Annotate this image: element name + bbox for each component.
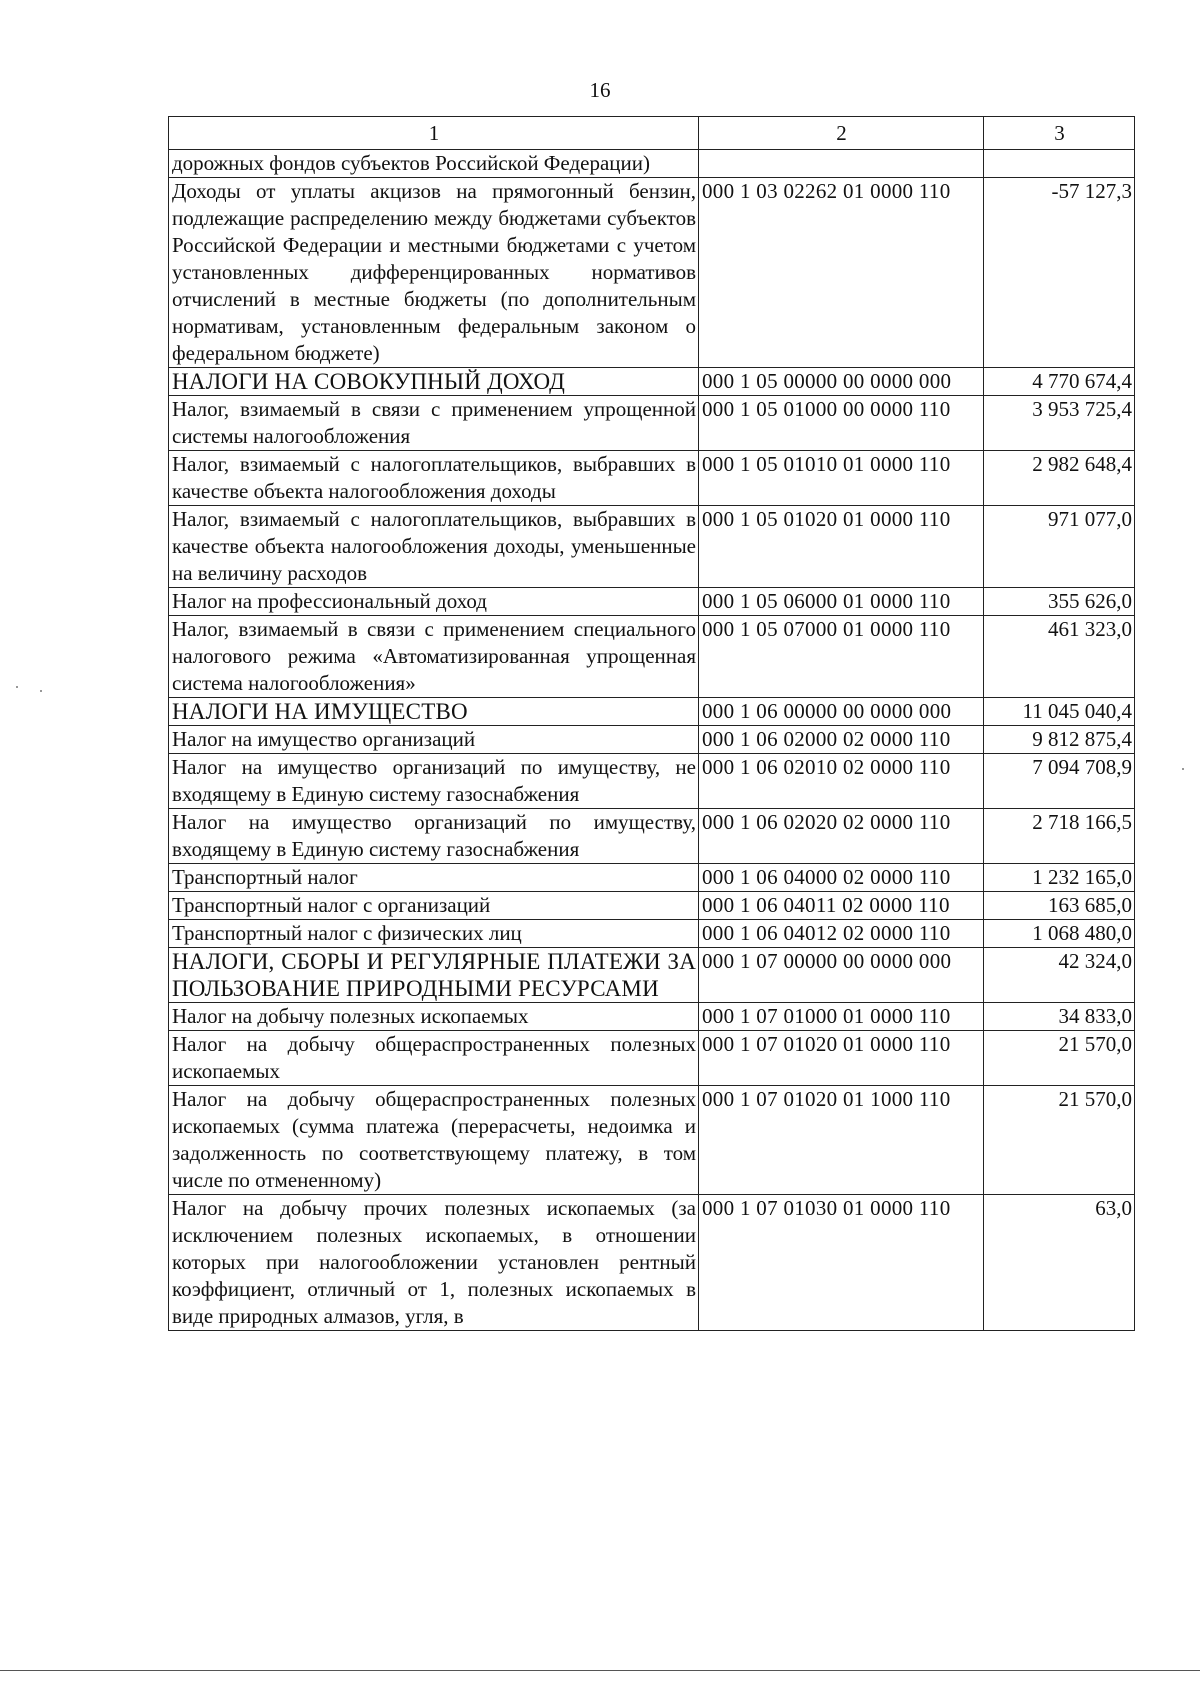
cell-description: Налог на добычу общераспространенных полезных ископаемых (сумма платежа (перерасчеты, недоимка и задолженность по соответствующему платежу, в том числе по отмененному): [169, 1086, 699, 1195]
cell-description: Налог на имущество организаций по имуществу, входящему в Единую систему газоснабжения: [169, 809, 699, 864]
cell-budget-code: 000 1 05 06000 01 0000 110: [699, 588, 984, 616]
table-row: [169, 1031, 1135, 1086]
cell-budget-code: 000 1 06 04000 02 0000 110: [699, 864, 984, 892]
cell-description: Налог, взимаемый с налогоплательщиков, выбравших в качестве объекта налогообложения доходы: [169, 451, 699, 506]
table-row: [169, 1003, 1135, 1031]
cell-description: Налог на добычу общераспространенных полезных ископаемых: [169, 1031, 699, 1086]
cell-amount: 163 685,0: [984, 892, 1135, 920]
cell-amount: 1 232 165,0: [984, 864, 1135, 892]
cell-budget-code: 000 1 05 01020 01 0000 110: [699, 506, 984, 588]
cell-description: Налог на добычу полезных ископаемых: [169, 1003, 699, 1031]
cell-amount: -57 127,3: [984, 178, 1135, 368]
cell-budget-code: 000 1 05 01010 01 0000 110: [699, 451, 984, 506]
cell-description: Налог на профессиональный доход: [169, 588, 699, 616]
table-row: [169, 396, 1135, 451]
cell-budget-code: 000 1 07 00000 00 0000 000: [699, 948, 984, 1003]
column-header-2: 2: [699, 117, 984, 150]
table-row: [169, 726, 1135, 754]
cell-description: Транспортный налог с физических лиц: [169, 920, 699, 948]
cell-amount: 63,0: [984, 1195, 1135, 1331]
cell-description: Налог, взимаемый с налогоплательщиков, выбравших в качестве объекта налогообложения доходы, уменьшенные на величину расходов: [169, 506, 699, 588]
header-row: [169, 117, 1135, 150]
cell-budget-code: 000 1 05 07000 01 0000 110: [699, 616, 984, 698]
cell-budget-code: 000 1 06 04012 02 0000 110: [699, 920, 984, 948]
column-header-1: 1: [169, 117, 699, 150]
cell-budget-code: 000 1 07 01030 01 0000 110: [699, 1195, 984, 1331]
cell-amount: 1 068 480,0: [984, 920, 1135, 948]
table-row: [169, 588, 1135, 616]
cell-amount: 4 770 674,4: [984, 368, 1135, 396]
scan-speck: [1182, 768, 1184, 770]
page-bottom-rule: [0, 1670, 1200, 1671]
cell-amount: 21 570,0: [984, 1031, 1135, 1086]
table-row: [169, 506, 1135, 588]
table-row: [169, 1195, 1135, 1331]
table-row: [169, 1086, 1135, 1195]
table-row: [169, 948, 1135, 1003]
scan-speck: [16, 686, 18, 688]
table-row: [169, 698, 1135, 726]
cell-amount: 9 812 875,4: [984, 726, 1135, 754]
column-header-3: 3: [984, 117, 1135, 150]
cell-description: Налог на добычу прочих полезных ископаемых (за исключением полезных ископаемых, в отношении которых при налогообложении установлен рентный коэффициент, отличный от 1, полезных ископаемых в виде природных алмазов, угля, в: [169, 1195, 699, 1331]
cell-budget-code: 000 1 06 02010 02 0000 110: [699, 754, 984, 809]
cell-amount: 11 045 040,4: [984, 698, 1135, 726]
cell-description: НАЛОГИ НА ИМУЩЕСТВО: [169, 698, 699, 726]
cell-description: НАЛОГИ, СБОРЫ И РЕГУЛЯРНЫЕ ПЛАТЕЖИ ЗА ПОЛЬЗОВАНИЕ ПРИРОДНЫМИ РЕСУРСАМИ: [169, 948, 699, 1003]
cell-budget-code: 000 1 06 04011 02 0000 110: [699, 892, 984, 920]
table-row: [169, 864, 1135, 892]
table-row: [169, 809, 1135, 864]
cell-budget-code: 000 1 07 01020 01 0000 110: [699, 1031, 984, 1086]
table-row: [169, 616, 1135, 698]
cell-budget-code: 000 1 06 02020 02 0000 110: [699, 809, 984, 864]
table-row: [169, 754, 1135, 809]
cell-budget-code: 000 1 06 02000 02 0000 110: [699, 726, 984, 754]
cell-amount: 2 718 166,5: [984, 809, 1135, 864]
cell-description: Налог, взимаемый в связи с применением упрощенной системы налогообложения: [169, 396, 699, 451]
table-row: [169, 368, 1135, 396]
scan-speck: [40, 690, 42, 692]
cell-budget-code: 000 1 05 00000 00 0000 000: [699, 368, 984, 396]
cell-amount: 21 570,0: [984, 1086, 1135, 1195]
cell-description: НАЛОГИ НА СОВОКУПНЫЙ ДОХОД: [169, 368, 699, 396]
cell-description: Транспортный налог с организаций: [169, 892, 699, 920]
cell-description: дорожных фондов субъектов Российской Федерации): [169, 150, 699, 178]
cell-amount: 7 094 708,9: [984, 754, 1135, 809]
cell-budget-code: 000 1 07 01000 01 0000 110: [699, 1003, 984, 1031]
table-row: [169, 178, 1135, 368]
table-row: [169, 892, 1135, 920]
cell-amount: 971 077,0: [984, 506, 1135, 588]
cell-amount: [984, 150, 1135, 178]
cell-amount: 461 323,0: [984, 616, 1135, 698]
cell-amount: 3 953 725,4: [984, 396, 1135, 451]
table-row: [169, 451, 1135, 506]
cell-description: Транспортный налог: [169, 864, 699, 892]
revenue-table: [168, 116, 1135, 1331]
cell-description: Доходы от уплаты акцизов на прямогонный бензин, подлежащие распределению между бюджетами субъектов Российской Федерации и местными бюджетами с учетом установленных дифференцированных нормативов отчислений в местные бюджеты (по дополнительным нормативам, установленным федеральным законом о федеральном бюджете): [169, 178, 699, 368]
cell-budget-code: 000 1 07 01020 01 1000 110: [699, 1086, 984, 1195]
cell-description: Налог на имущество организаций: [169, 726, 699, 754]
table-row: [169, 150, 1135, 178]
cell-amount: 34 833,0: [984, 1003, 1135, 1031]
cell-budget-code: 000 1 05 01000 00 0000 110: [699, 396, 984, 451]
cell-amount: 2 982 648,4: [984, 451, 1135, 506]
cell-budget-code: 000 1 03 02262 01 0000 110: [699, 178, 984, 368]
cell-budget-code: 000 1 06 00000 00 0000 000: [699, 698, 984, 726]
table-body: [169, 150, 1135, 1331]
cell-amount: 355 626,0: [984, 588, 1135, 616]
cell-amount: 42 324,0: [984, 948, 1135, 1003]
cell-description: Налог, взимаемый в связи с применением специального налогового режима «Автоматизированная упрощенная система налогообложения»: [169, 616, 699, 698]
page-number: 16: [589, 78, 611, 102]
cell-budget-code: [699, 150, 984, 178]
cell-description: Налог на имущество организаций по имуществу, не входящему в Единую систему газоснабжения: [169, 754, 699, 809]
table-row: [169, 920, 1135, 948]
